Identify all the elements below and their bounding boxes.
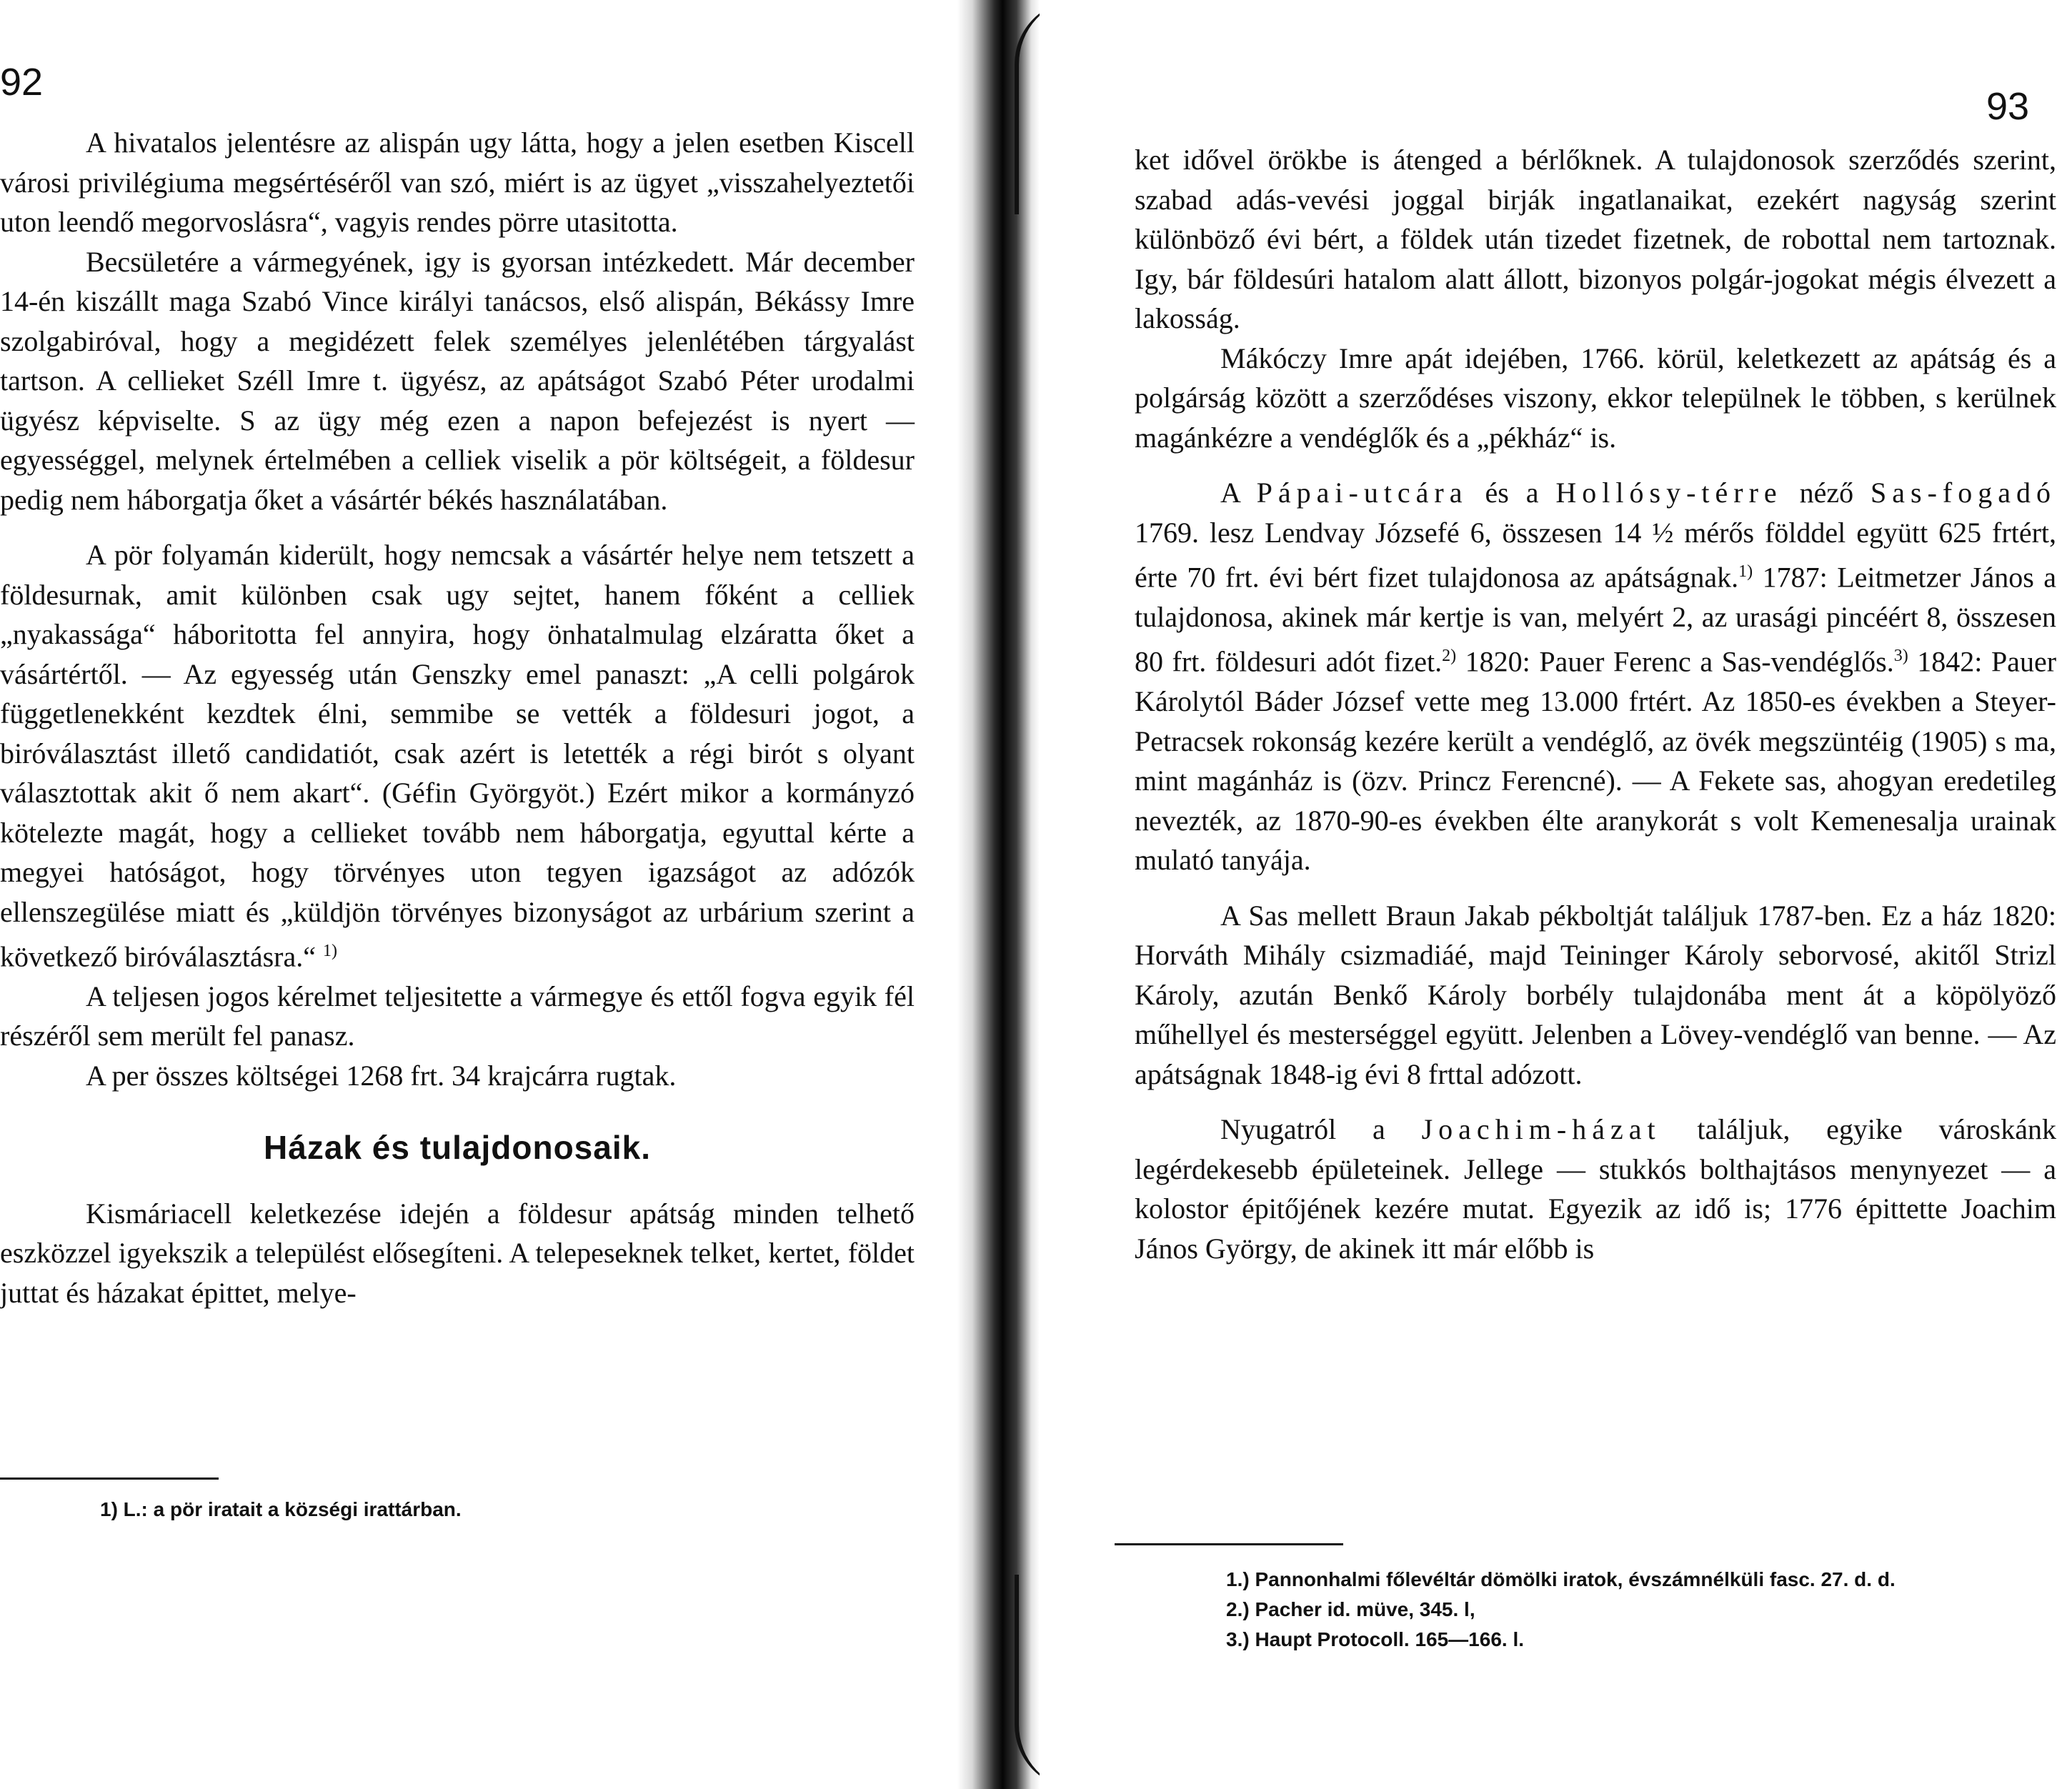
footnotes-right [1226, 1565, 2048, 1655]
paragraph: A hivatalos jelentésre az alispán ugy látta, hogy a jelen esetben Kiscell városi privilégiuma megsértéséről van szó, miért is az ügyet „visszahelyeztetői uton leendő megorvoslásra“, vagyis rendes pörre utasitotta. [0, 126, 915, 238]
paragraph: A teljesen jogos kérelmet teljesitette a vármegye és ettől fogva egyik fél részéről sem merült fel panasz. [0, 980, 915, 1052]
text-run: Nyugatról a [1220, 1113, 1422, 1146]
paragraph-sas-fogado [1135, 473, 2056, 880]
paragraph-joachim [1135, 1110, 2056, 1268]
paragraph: Mákóczy Imre apát idejében, 1766. körül, keletkezett az apátság és a polgárság között a szerződéses viszony, ekkor települnek le többen, s kerülnek magánkézre a vendéglők és a „pékház“ is. [1135, 342, 2056, 454]
footnote-marker: 3) [1893, 647, 1908, 666]
text-run: 1820: Pauer Ferenc a Sas-vendéglős. [1456, 645, 1894, 678]
paragraph: Becsületére a vármegyének, igy is gyorsan intézkedett. Már december 14-én kiszállt maga Szabó Vince királyi tanácsos, első alispán, Békássy Imre szolgabiróval, hogy a megidézett felek személyes jelenlétében tárgyalást tartson. A cellieket Széll Imre t. ügyész, az apátságot Szabó Péter urodalmi ügyész képviselte. S az ügy még ezen a napon befejezést is nyert — egyességgel, melynek értelmében a celliek viselik a pör költségeit, a földesur pedig nem háborgatja őket a vásártér békés használatában. [0, 245, 915, 516]
book-gutter [957, 0, 1040, 1789]
right-text-column [1135, 140, 2056, 1268]
text-run: találjuk, egyike városkánk legérdekesebb épületeinek. Jellege — stukkós bolthajtásos menynyezet — a kolostor épitőjének kezére mutat. Egyezik az idő is; 1776 épittette Joachim János György, de akinek itt már előbb is [1135, 1113, 2056, 1265]
paragraph: ket idővel örökbe is átenged a bérlőknek. A tulajdonosok szerződés szerint, szabad adás-vevési joggal birják ingatlanaikat, ezekért nagyság szerint különböző évi bért, a földek után tizedet fizetnek, de robottal nem tartoznak. Igy, bár földesúri hatalom alatt állott, bizonyos polgár-jogokat mégis élvezett a lakosság. [1135, 144, 2056, 334]
street-name: Pápai-utcára [1256, 477, 1468, 509]
footnote: 3.) Haupt Protocoll. 165—166. l. [1226, 1628, 1525, 1650]
square-name: Hollósy-térre [1555, 477, 1783, 509]
text-run: néző [1782, 477, 1871, 509]
paragraph: A Sas mellett Braun Jakab pékboltját találjuk 1787-ben. Ez a ház 1820: Horváth Mihály csizmadiáé, majd Teininger Károly seborvosé, akitől Strizl Károly, azután Benkő Károly borbély tulajdonába ment át a köpölyöző műhellyel és mesterséggel együtt. Jelenben a Lövey-vendéglő van benne. — Az apátságnak 1848-ig évi 8 frttal adózott. [1135, 899, 2056, 1090]
page-number-right: 93 [1986, 85, 2030, 128]
text-run: 1787: Leitmetzer János a tulajdonosa, akinek már kertje is van, melyért 2, az urasági pincéért 8, összesen 80 frt. földesuri adót fizet. [1135, 561, 2056, 678]
page-number-left: 92 [0, 61, 44, 104]
house-name: Joachim-házat [1421, 1113, 1661, 1146]
text-run: 1842: Pauer Károlytól Báder József vette meg 13.000 frtért. Az 1850-es években a Steyer-Petracsek rokonság kezére került a vendéglő, az övék megszüntéig (1905) s ma, mint magánház is (özv. Princz Ferencné). — A Fekete sas, ahogyan eredetileg nevezték, az 1870-90-es években élte aranykorát s volt Kemenesalja urainak mulató tanyája. [1135, 645, 2057, 877]
footnotes-left [100, 1495, 922, 1525]
left-page [0, 0, 957, 1789]
text-run: A [1220, 477, 1257, 509]
footnote-divider [0, 1477, 219, 1480]
footnote-marker: 1) [1738, 562, 1753, 581]
paragraph: Kismáriacell keletkezése idején a földesur apátság minden telhető eszközzel igyekszik a települést elősegíteni. A telepeseknek telket, kertet, földet juttat és házakat épittet, melye- [0, 1197, 915, 1309]
text-run: 1769. lesz Lendvay Józsefé 6, összesen 14 ½ mérős földdel együtt 625 frtért, érte 70 frt. évi bért fizet tulajdonosa az apátságnak. [1135, 516, 2056, 594]
paragraph [0, 535, 915, 977]
text-run: és a [1468, 477, 1556, 509]
footnote: 1.) Pannonhalmi főlevéltár dömölki iratok, évszámnélküli fasc. 27. d. d. [1226, 1568, 1896, 1590]
inn-name: Sas-fogadó [1871, 477, 2056, 509]
footnote: 1) L.: a pör iratait a községi irattárban. [100, 1498, 462, 1520]
footnote-divider [1115, 1543, 1343, 1545]
footnote-marker: 1) [323, 942, 338, 960]
left-text-column [0, 123, 915, 1312]
section-heading: Házak és tulajdonosaik. [264, 1129, 651, 1167]
paragraph: A per összes költségei 1268 frt. 34 krajcárra rugtak. [86, 1059, 677, 1092]
footnote: 2.) Pacher id. müve, 345. l, [1226, 1598, 1475, 1620]
footnote-marker: 2) [1442, 647, 1457, 666]
paragraph-text: A pör folyamán kiderült, hogy nemcsak a vásártér helye nem tetszett a földesurnak, amit különben csak ugy sejtet, hanem főként a celliek „nyakassága“ háboritotta fel annyira, hogy önhatalmulag elzáratta őket a vásártértől. — Az egyesség után Genszky emel panaszt: „A celli polgárok függetlenekként kezdtek élni, semmibe se vették a földesuri jogot, a biróválasztást illető candidatiót, csak azért is letették a régi birót s olyant választottak akit ő nem akart“. (Géfin Györgyöt.) Ezért mikor a kormányzó kötelezte magát, hogy a cellieket tovább nem háborgatja, egyuttal kérte a megyei hatóságot, hogy törvényes uton tegyen igazságot az adózók ellenszegülése miatt és „küldjön törvényes bizonyságot az urbárium szerint a következő biróválasztásra.“ [0, 539, 915, 973]
